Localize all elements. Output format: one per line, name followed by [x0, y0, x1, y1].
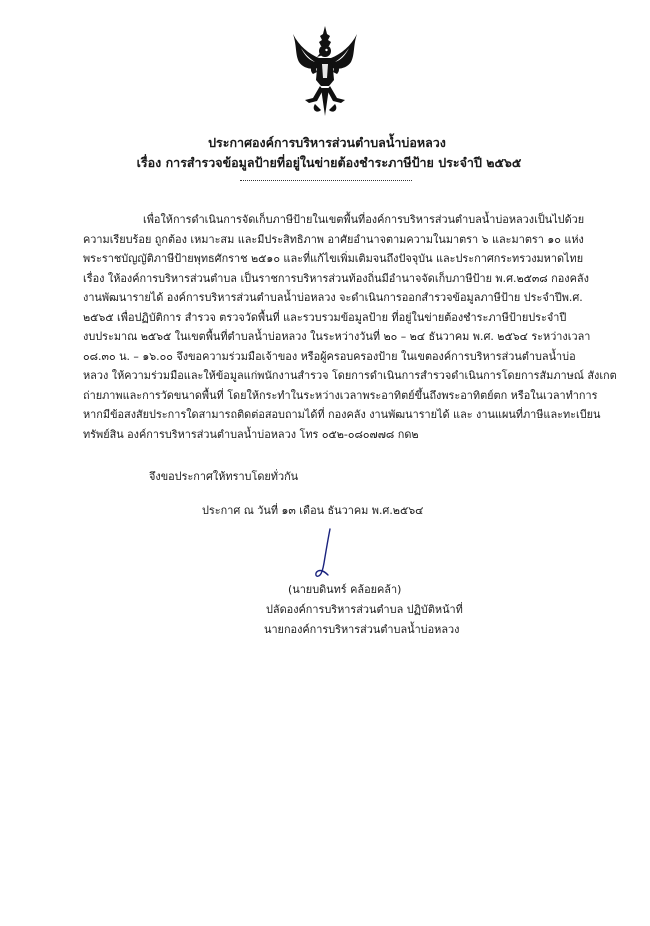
body-line: งบประมาณ ๒๕๖๕ ในเขตพื้นที่ตำบลน้ำบ่อหลวง ในระหว่างวันที่ ๒๐ – ๒๔ ธันวาคม พ.ศ. ๒๕๖๔ ระหว่างเวลา	[83, 330, 591, 343]
body-line: ทรัพย์สิน องค์การบริหารส่วนตำบลน้ำบ่อหลวง โทร ๐๕๒-๐๘๐๗๗๘ กด๒	[83, 427, 419, 441]
garuda-emblem-icon	[291, 24, 359, 118]
body-line: หลวง ให้ความร่วมมือและให้ข้อมูลแก่พนักงานสำรวจ โดยการดำเนินการสำรวจดำเนินการโดยการสัมภาษณ์ สังเกต	[83, 369, 617, 382]
announcement-title: ประกาศองค์การบริหารส่วนตำบลน้ำบ่อหลวง	[208, 135, 446, 150]
signer-position: ปลัดองค์การบริหารส่วนตำบล ปฏิบัติหน้าที่	[266, 603, 463, 616]
signature-block	[226, 580, 566, 640]
body-line: ๐๘.๓๐ น. – ๑๖.๐๐ จึงขอความร่วมมือเจ้าของ หรือผู้ครอบครองป้าย ในเขตองค์การบริหารส่วนตำบลน้ำบ่อ	[83, 349, 576, 363]
handwritten-signature-icon	[300, 525, 360, 585]
announcement-subject: เรื่อง การสำรวจข้อมูลป้ายที่อยู่ในข่ายต้องชำระภาษีป้าย ประจำปี ๒๕๖๕	[136, 155, 522, 170]
signer-position-acting: นายกองค์การบริหารส่วนตำบลน้ำบ่อหลวง	[264, 623, 460, 636]
body-line: งานพัฒนารายได้ องค์การบริหารส่วนตำบลน้ำบ่อหลวง จะดำเนินการออกสำรวจข้อมูลภาษีป้าย ประจำปีพ.ศ.	[83, 291, 583, 304]
body-line: หากมีข้อสงสัยประการใดสามารถติดต่อสอบถามได้ที่ กองคลัง งานพัฒนารายได้ และ งานแผนที่ภาษีและทะเบียน	[83, 408, 601, 421]
signer-name: (นายบดินทร์ คล้อยคล้า)	[288, 583, 402, 596]
body-line: ๒๕๖๕ เพื่อปฏิบัติการ สำรวจ ตรวจวัดพื้นที่ และรวบรวมข้อมูลป้าย ที่อยู่ในข่ายต้องชำระภาษีป้ายประจำปี	[83, 310, 567, 324]
dotted-divider	[240, 180, 412, 181]
header	[0, 133, 650, 173]
announcement-date: ประกาศ ณ วันที่ ๑๓ เดือน ธันวาคม พ.ศ.๒๕๖๔	[202, 504, 424, 517]
closing-statement: จึงขอประกาศให้ทราบโดยทั่วกัน	[149, 470, 299, 483]
body-line: ความเรียบร้อย ถูกต้อง เหมาะสม และมีประสิทธิภาพ อาศัยอำนาจตามความในมาตรา ๖ และมาตรา ๑๐ แห่ง	[83, 232, 584, 246]
body-line: เรื่อง ให้องค์การบริหารส่วนตำบล เป็นราชการบริหารส่วนท้องถิ่นมีอำนาจจัดเก็บภาษีป้าย พ.ศ.๒๕๓๘ กองคลัง	[83, 271, 589, 285]
body-line: ถ่ายภาพและการวัดขนาดพื้นที่ โดยให้กระทำในระหว่างเวลาพระอาทิตย์ขึ้นถึงพระอาทิตย์ตก หรือในเวลาทำการ	[83, 388, 598, 402]
announcement-body	[83, 210, 617, 444]
body-line: เพื่อให้การดำเนินการจัดเก็บภาษีป้ายในเขตพื้นที่องค์การบริหารส่วนตำบลน้ำบ่อหลวงเป็นไปด้วย	[143, 213, 585, 226]
body-line: พระราชบัญญัติภาษีป้ายพุทธศักราช ๒๕๑๐ และที่แก้ไขเพิ่มเติมจนถึงปัจจุบัน และประกาศกระทรวงมหาดไทย	[83, 252, 584, 265]
